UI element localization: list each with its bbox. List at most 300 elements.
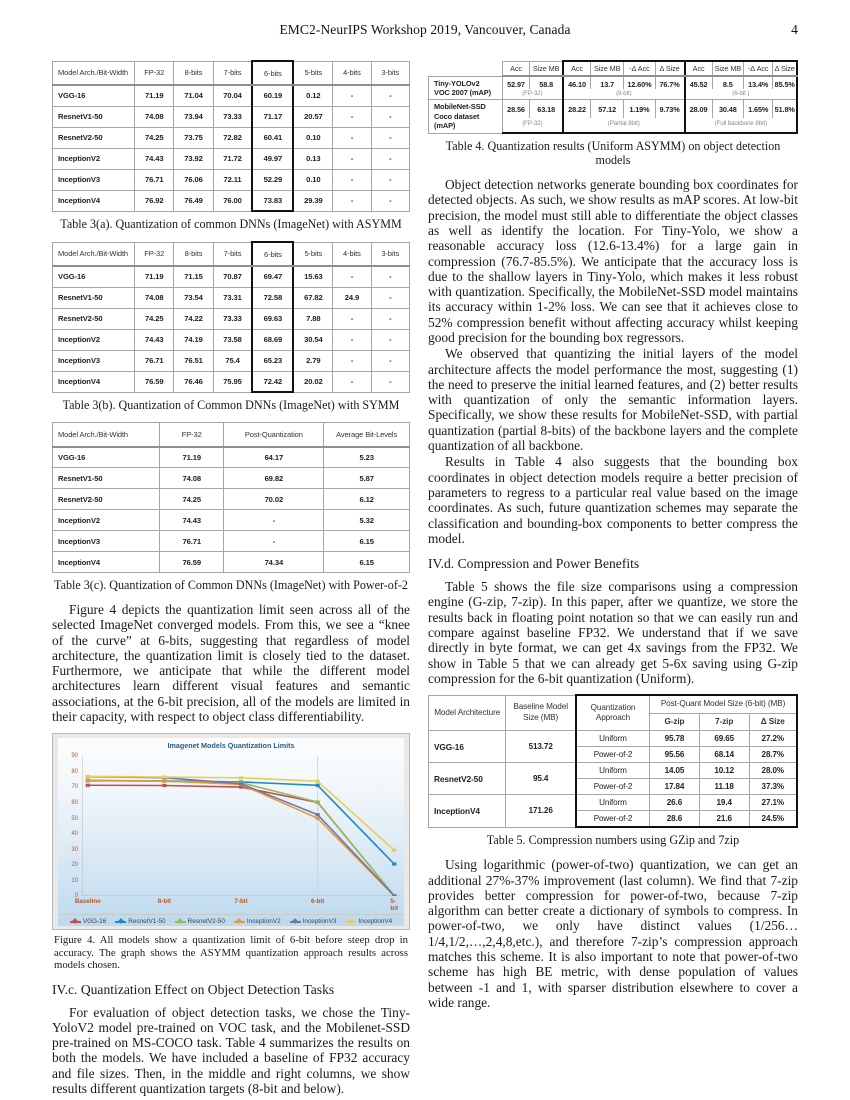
table-cell: 74.25 — [160, 489, 224, 510]
chart-data-point — [315, 801, 319, 804]
chart-x-tick-label: 8-bit — [157, 898, 172, 906]
chart-plot-area — [82, 756, 400, 896]
legend-label: InceptionV2 — [246, 918, 281, 926]
table-header-cell: Model Arch./Bit-Width — [53, 61, 135, 85]
table-header-cell: Δ Size — [655, 61, 684, 76]
chart-x-tick-label: 7-bit — [234, 898, 248, 906]
table-cell: 2.79 — [293, 350, 332, 371]
table-row — [53, 489, 410, 510]
table-cell: 69.63 — [252, 308, 293, 329]
chart-y-tick-label: 60 — [71, 800, 78, 807]
table-cell: 20.02 — [293, 371, 332, 392]
chart-imagenet-quantization-limits — [58, 738, 404, 926]
table-row — [53, 531, 410, 552]
table-header-cell: Δ Size — [773, 61, 797, 76]
legend-label: ResnetV1-50 — [128, 918, 166, 926]
table-row-label: ResnetV2-50 — [53, 127, 135, 148]
chart-data-point — [239, 783, 243, 786]
chart-data-point — [392, 895, 396, 897]
table-cell: - — [333, 85, 371, 106]
table-cell: - — [371, 308, 409, 329]
table-header-cell: Size MB — [591, 61, 624, 76]
table-row-label: InceptionV4 — [53, 190, 135, 211]
chart-y-tick-label: 30 — [71, 846, 78, 853]
table-header-cell: 5-bits — [293, 61, 332, 85]
table-cell: - — [371, 106, 409, 127]
table-3c — [52, 422, 410, 573]
chart-x-tick-label: 6-bit — [310, 898, 325, 906]
chart-legend — [58, 918, 404, 925]
table-cell: 5.87 — [324, 468, 410, 489]
table-cell: - — [371, 329, 409, 350]
paragraph-right-4: Table 5 shows the file size comparisons using a compression engine (G-zip, 7-zip). In this paper, after we quantize, we store the results back in floating point notation so that we can easily run and compare against baseline FP32. We understand that if we save directly in byte format, we can get 4x savings from the FP32. We show in Table 5 that we can already get 5-6x saving using G-zip compression for the 6-bit quantization (Uniform). — [428, 579, 798, 686]
table-cell: - — [224, 510, 324, 531]
table-cell: Uniform — [576, 763, 650, 779]
table-cell: 28.22 — [563, 100, 591, 118]
table-cell: 71.19 — [160, 447, 224, 468]
chart-data-point — [392, 863, 396, 866]
table-cell: 95.56 — [650, 747, 700, 763]
chart-data-point — [86, 784, 90, 787]
table-cell: 0.13 — [293, 148, 332, 169]
table-row-label: InceptionV2 — [53, 329, 135, 350]
table-cell: 5.32 — [324, 510, 410, 531]
table-cell: 73.75 — [174, 127, 213, 148]
table-cell: 67.82 — [293, 287, 332, 308]
table-cell: 69.82 — [224, 468, 324, 489]
table-cell: 10.12 — [699, 763, 749, 779]
table-cell: 69.65 — [699, 731, 749, 747]
paragraph-right-2: We observed that quantizing the initial layers of the model architecture affects the model performance the most, suggesting (1) the need to preserve the initial learned features, and (2) better results with quantization of only the semantic information layers. Specifically, we show these results for MobileNet-SSD, with partial quantization (partial 8-bits) of the backbone layers and the complete quantization of all backbone. — [428, 346, 798, 454]
table-subheader-cell: Δ Size — [749, 713, 797, 731]
table-row-label: VGG-16 — [53, 266, 135, 287]
table-header-cell: 8-bits — [174, 242, 213, 266]
table-cell: 76.92 — [135, 190, 174, 211]
chart-legend-item — [345, 918, 392, 925]
two-column-body — [52, 60, 798, 1097]
table-row-label: InceptionV2 — [53, 510, 160, 531]
table-cell: 20.57 — [293, 106, 332, 127]
table-cell: 58.8 — [530, 76, 563, 89]
table-cell: 69.47 — [252, 266, 293, 287]
table-cell: 45.52 — [685, 76, 713, 89]
section-heading-ivc: IV.c. Quantization Effect on Object Detection Tasks — [52, 981, 335, 997]
table-row-label: ResnetV1-50 — [53, 106, 135, 127]
table-note-cell: (6-bit ) — [685, 89, 797, 100]
chart-data-point — [392, 849, 396, 852]
table-header-cell: FP-32 — [135, 61, 174, 85]
table-cell: 76.7% — [655, 76, 684, 89]
table-header-cell: 4-bits — [333, 242, 371, 266]
table-row — [429, 100, 798, 118]
table-cell: 6.15 — [324, 552, 410, 573]
table-cell: 52.29 — [252, 169, 293, 190]
table-cell: 76.59 — [160, 552, 224, 573]
table-cell: 27.1% — [749, 795, 797, 811]
table-subheader-cell: G-zip — [650, 713, 700, 731]
table-3b-caption: Table 3(b). Quantization of Common DNNs (ImageNet) with SYMM — [62, 398, 400, 412]
table-header-cell: FP-32 — [160, 423, 224, 447]
table-header-cell: 7-bits — [213, 61, 252, 85]
table-cell: 30.48 — [712, 100, 743, 118]
table-cell: - — [333, 371, 371, 392]
table-cell: 60.19 — [252, 85, 293, 106]
chart-legend-item — [175, 918, 225, 925]
table-cell: 74.08 — [160, 468, 224, 489]
table-row — [53, 510, 410, 531]
table-row-label: InceptionV4 — [53, 371, 135, 392]
table-header-cell: Acc — [502, 61, 530, 76]
table-cell: 72.58 — [252, 287, 293, 308]
table-row-label: ResnetV1-50 — [53, 468, 160, 489]
table-header-cell: 6-bits — [252, 242, 293, 266]
table-4-caption: Table 4. Quantization results (Uniform ASYMM) on object detection models — [445, 139, 781, 168]
table-3a-caption: Table 3(a). Quantization of common DNNs (ImageNet) with ASYMM — [60, 217, 402, 231]
legend-label: VGG-16 — [82, 918, 107, 926]
table-cell: - — [224, 531, 324, 552]
table-cell: 70.02 — [224, 489, 324, 510]
table-header-cell: 7-bits — [213, 242, 252, 266]
table-row-label: Tiny-YOLOv2 VOC 2007 (mAP) — [429, 76, 503, 100]
chart-x-tick-label: 5-bit — [390, 898, 399, 913]
table-row-label: VGG-16 — [53, 85, 135, 106]
table-row — [429, 731, 798, 747]
chart-x-axis — [74, 898, 400, 913]
figure-4-caption: Figure 4. All models show a quantization limit of 6-bit before steep drop in accuracy. The graph shows the ASYMM quantization approach results across models chosen. — [54, 934, 408, 972]
chart-data-point — [315, 784, 319, 787]
table-row — [53, 85, 410, 106]
table-cell: 71.15 — [174, 266, 213, 287]
chart-series-line — [88, 781, 394, 864]
chart-y-tick-label: 80 — [71, 768, 78, 775]
table-note-cell: (FP-32) — [502, 118, 563, 133]
table-header-cell: Size MB — [712, 61, 743, 76]
table-cell: 76.71 — [160, 531, 224, 552]
table-5 — [428, 694, 798, 828]
paragraph-right-1: Object detection networks generate bounding box coordinates for detected objects. As such, we show results as mAP scores. At low-bit precision, the model must still able to differentiate the object classes as well as identify the location. For Tiny-Yolo, we show a reasonable accuracy loss (12.6-13.4%) for a large gain in compression (76.7-85.5%). We anticipate that the accuracy loss is due to the shallow layers in Tiny-Yolo, which makes it less robust with quantization. Specifically, the MobileNet-SSD model maintains its accuracy within 1-2% loss. We can see that it achieves close to 52% compression benefit without affecting accuracy whilst keeping good precision for the bounding box regressors. — [428, 177, 798, 345]
chart-data-point — [315, 780, 319, 783]
chart-data-point — [315, 813, 319, 816]
table-cell: 8.5 — [712, 76, 743, 89]
table-cell: - — [371, 190, 409, 211]
table-cell: 171.26 — [506, 795, 576, 828]
figure-4 — [52, 733, 410, 930]
table-row — [429, 795, 798, 811]
chart-legend-item — [290, 918, 337, 925]
table-cell: - — [333, 127, 371, 148]
chart-y-axis — [60, 753, 80, 900]
table-cell: 13.7 — [591, 76, 624, 89]
table-5-caption: Table 5. Compression numbers using GZip and 7zip — [486, 833, 740, 848]
table-cell: 24.5% — [749, 811, 797, 828]
table-cell: 76.06 — [174, 169, 213, 190]
table-header-cell: Acc — [563, 61, 591, 76]
running-title: EMC2-NeurIPS Workshop 2019, Vancouver, Canada — [279, 22, 571, 37]
table-row-label: InceptionV4 — [429, 795, 506, 828]
table-cell: 65.23 — [252, 350, 293, 371]
table-header-cell: FP-32 — [135, 242, 174, 266]
table-cell: 30.54 — [293, 329, 332, 350]
table-header-cell: Model Arch./Bit-Width — [53, 242, 135, 266]
table-cell: 72.42 — [252, 371, 293, 392]
section-heading-ivd: IV.d. Compression and Power Benefits — [428, 556, 640, 572]
table-cell: 63.18 — [530, 100, 563, 118]
table-cell: 76.51 — [174, 350, 213, 371]
table-cell: 75.95 — [213, 371, 252, 392]
table-cell: Power-of-2 — [576, 811, 650, 828]
chart-y-tick-label: 10 — [71, 877, 78, 884]
table-row — [53, 447, 410, 468]
table-cell: 76.71 — [135, 169, 174, 190]
table-cell: 74.43 — [135, 329, 174, 350]
table-cell: 76.46 — [174, 371, 213, 392]
table-cell: 71.19 — [135, 85, 174, 106]
table-header-cell: Quantization Approach — [576, 695, 650, 731]
chart-legend-divider — [58, 914, 404, 915]
table-cell: - — [333, 169, 371, 190]
table-note-cell: (8-bit) — [563, 89, 685, 100]
table-cell: 74.08 — [135, 287, 174, 308]
table-row — [53, 371, 410, 392]
table-row-label: InceptionV4 — [53, 552, 160, 573]
table-cell: 11.18 — [699, 779, 749, 795]
right-column — [428, 60, 798, 1011]
table-cell: 29.39 — [293, 190, 332, 211]
table-cell: - — [333, 148, 371, 169]
table-row — [429, 76, 798, 89]
table-cell: 12.60% — [624, 76, 655, 89]
table-note-cell: (FP-32) — [502, 89, 563, 100]
chart-data-point — [239, 777, 243, 780]
chart-legend-item — [115, 918, 165, 925]
chart-title: Imagenet Models Quantization Limits — [167, 741, 295, 751]
table-header-cell — [429, 61, 503, 76]
table-cell: 71.17 — [252, 106, 293, 127]
table-cell: 73.92 — [174, 148, 213, 169]
chart-y-tick-label: 50 — [71, 815, 78, 822]
table-header-cell: Post-Quant Model Size (6-bit) (MB) — [650, 695, 797, 713]
table-header-cell: 6-bits — [252, 61, 293, 85]
table-row — [53, 190, 410, 211]
table-cell: 0.10 — [293, 127, 332, 148]
table-row — [53, 468, 410, 489]
table-cell: 71.72 — [213, 148, 252, 169]
chart-series-line — [88, 777, 394, 896]
table-header-cell: Model Arch./Bit-Width — [53, 423, 160, 447]
table-cell: 60.41 — [252, 127, 293, 148]
chart-svg — [82, 756, 400, 896]
table-header-cell: 8-bits — [174, 61, 213, 85]
table-row — [53, 308, 410, 329]
table-4 — [428, 60, 798, 134]
table-cell: 46.10 — [563, 76, 591, 89]
table-cell: 1.65% — [743, 100, 772, 118]
table-row-label: InceptionV3 — [53, 169, 135, 190]
chart-series-line — [88, 781, 394, 896]
table-cell: 9.73% — [655, 100, 684, 118]
table-cell: - — [371, 169, 409, 190]
table-header-cell: 3-bits — [371, 61, 409, 85]
table-cell: 19.4 — [699, 795, 749, 811]
table-cell: 76.49 — [174, 190, 213, 211]
table-cell: 7.88 — [293, 308, 332, 329]
table-cell: 28.6 — [650, 811, 700, 828]
chart-series-line — [88, 781, 394, 897]
table-cell: 24.9 — [333, 287, 371, 308]
legend-label: InceptionV4 — [358, 918, 393, 926]
table-cell: 52.97 — [502, 76, 530, 89]
table-cell: 74.22 — [174, 308, 213, 329]
table-cell: 73.33 — [213, 308, 252, 329]
table-cell: - — [333, 308, 371, 329]
legend-swatch-icon — [290, 921, 301, 923]
table-cell: - — [333, 266, 371, 287]
chart-data-point — [86, 779, 90, 782]
table-header-cell: -Δ Acc — [743, 61, 772, 76]
chart-data-point — [162, 776, 166, 779]
table-cell: 17.84 — [650, 779, 700, 795]
table-row-label: ResnetV2-50 — [429, 763, 506, 795]
legend-swatch-icon — [234, 921, 245, 923]
table-cell: 73.58 — [213, 329, 252, 350]
table-cell: 72.11 — [213, 169, 252, 190]
table-header-cell: Size MB — [530, 61, 563, 76]
table-cell: 27.2% — [749, 731, 797, 747]
table-cell: - — [333, 329, 371, 350]
table-header-cell: Average Bit-Levels — [324, 423, 410, 447]
chart-y-tick-label: 40 — [71, 831, 78, 838]
table-cell: 14.05 — [650, 763, 700, 779]
table-cell: 6.15 — [324, 531, 410, 552]
table-cell: 74.08 — [135, 106, 174, 127]
table-cell: 73.54 — [174, 287, 213, 308]
legend-label: ResnetV2-50 — [187, 918, 225, 926]
table-cell: 74.25 — [135, 127, 174, 148]
table-subheader-cell: 7-zip — [699, 713, 749, 731]
table-cell: - — [371, 287, 409, 308]
table-3c-caption: Table 3(c). Quantization of Common DNNs (ImageNet) with Power-of-2 — [54, 578, 408, 592]
chart-x-tick-label: Baseline — [74, 898, 101, 906]
table-cell: 13.4% — [743, 76, 772, 89]
table-header-cell: 5-bits — [293, 242, 332, 266]
table-cell: - — [371, 371, 409, 392]
table-cell: 26.6 — [650, 795, 700, 811]
legend-swatch-icon — [345, 921, 356, 923]
table-cell: 74.19 — [174, 329, 213, 350]
table-row — [53, 287, 410, 308]
legend-swatch-icon — [175, 921, 186, 923]
table-cell: 513.72 — [506, 731, 576, 763]
table-cell: 73.33 — [213, 106, 252, 127]
table-cell: Uniform — [576, 731, 650, 747]
table-cell: Uniform — [576, 795, 650, 811]
table-header-cell: Post-Quantization — [224, 423, 324, 447]
table-cell: 73.83 — [252, 190, 293, 211]
chart-y-tick-label: 0 — [74, 893, 78, 900]
table-cell: 71.19 — [135, 266, 174, 287]
table-row-label: ResnetV1-50 — [53, 287, 135, 308]
table-cell: 71.04 — [174, 85, 213, 106]
table-row — [53, 266, 410, 287]
chart-y-tick-label: 90 — [71, 753, 78, 760]
table-row-label: InceptionV3 — [53, 531, 160, 552]
table-cell: 73.31 — [213, 287, 252, 308]
table-row-label: VGG-16 — [429, 731, 506, 763]
table-cell: - — [371, 266, 409, 287]
legend-swatch-icon — [115, 921, 126, 923]
table-cell: 28.56 — [502, 100, 530, 118]
table-header-cell: Baseline Model Size (MB) — [506, 695, 576, 731]
table-cell: 28.7% — [749, 747, 797, 763]
paragraph-figure4-intro: Figure 4 depicts the quantization limit seen across all of the selected ImageNet converged models. From this, we see a “knee of the curve” at 6-bits, suggesting that regardless of model architecture, the quantization limit is closely tied to the dataset. Furthermore, we anticipate that while the different model architectures learn different visual features and semantic associations, at the 6-bit precision, all of the models are limited in their capacity, with respect to object class differentiability. — [52, 602, 410, 725]
table-row — [53, 106, 410, 127]
table-row-label: MobileNet-SSD Coco dataset (mAP) — [429, 100, 503, 133]
chart-legend-item — [234, 918, 281, 925]
table-3b — [52, 241, 410, 393]
table-header-cell: Model Architecture — [429, 695, 506, 731]
running-head — [52, 22, 798, 48]
table-cell: 5.23 — [324, 447, 410, 468]
table-cell: 95.4 — [506, 763, 576, 795]
table-cell: Power-of-2 — [576, 747, 650, 763]
table-3a — [52, 60, 410, 212]
legend-label: InceptionV3 — [302, 918, 337, 926]
table-row — [53, 169, 410, 190]
table-cell: Power-of-2 — [576, 779, 650, 795]
table-cell: 74.25 — [135, 308, 174, 329]
table-cell: 74.43 — [135, 148, 174, 169]
table-cell: 76.71 — [135, 350, 174, 371]
table-header-cell: Acc — [685, 61, 713, 76]
table-cell: 68.69 — [252, 329, 293, 350]
table-cell: 57.12 — [591, 100, 624, 118]
paragraph-object-detection-setup: For evaluation of object detection tasks, we chose the Tiny-YoloV2 model pre-trained on VOC task, and the Mobilenet-SSD pre-trained on MS-COCO task. Table 4 summarizes the results on both the models. We have included a baseline of FP32 accuracy and file sizes. Then, in the middle and right columns, we show results different quantization targets (8-bit and below). — [52, 1004, 410, 1097]
table-cell: 73.94 — [174, 106, 213, 127]
table-cell: 0.10 — [293, 169, 332, 190]
table-cell: 76.00 — [213, 190, 252, 211]
table-cell: 37.3% — [749, 779, 797, 795]
table-cell: - — [333, 106, 371, 127]
table-row-label: VGG-16 — [53, 447, 160, 468]
left-column — [52, 60, 410, 1097]
table-cell: 95.78 — [650, 731, 700, 747]
table-header-cell: 3-bits — [371, 242, 409, 266]
table-cell: - — [333, 190, 371, 211]
table-cell: 21.6 — [699, 811, 749, 828]
table-cell: 85.5% — [773, 76, 797, 89]
table-row — [53, 350, 410, 371]
chart-y-tick-label: 70 — [71, 784, 78, 791]
paragraph-right-3: Results in Table 4 also suggests that the bounding box coordinates in object detection models require a better precision of parameters to regress to a particular real value based on the image coordinates. As such, future quantization schemes may separate the classification and bounding-box components to better compress the model. — [428, 454, 798, 546]
table-row — [429, 763, 798, 779]
table-note-cell: (Full backbone 8bit) — [685, 118, 797, 133]
table-row-label: ResnetV2-50 — [53, 308, 135, 329]
table-header-cell: -Δ Acc — [624, 61, 655, 76]
table-cell: - — [371, 85, 409, 106]
table-row — [53, 552, 410, 573]
table-cell: 0.12 — [293, 85, 332, 106]
chart-data-point — [86, 775, 90, 778]
table-cell: 72.82 — [213, 127, 252, 148]
chart-data-point — [162, 784, 166, 787]
table-cell: 70.87 — [213, 266, 252, 287]
table-cell: - — [371, 148, 409, 169]
table-cell: 64.17 — [224, 447, 324, 468]
chart-legend-item — [70, 918, 106, 925]
table-cell: 6.12 — [324, 489, 410, 510]
table-cell: 28.0% — [749, 763, 797, 779]
chart-data-point — [162, 780, 166, 783]
